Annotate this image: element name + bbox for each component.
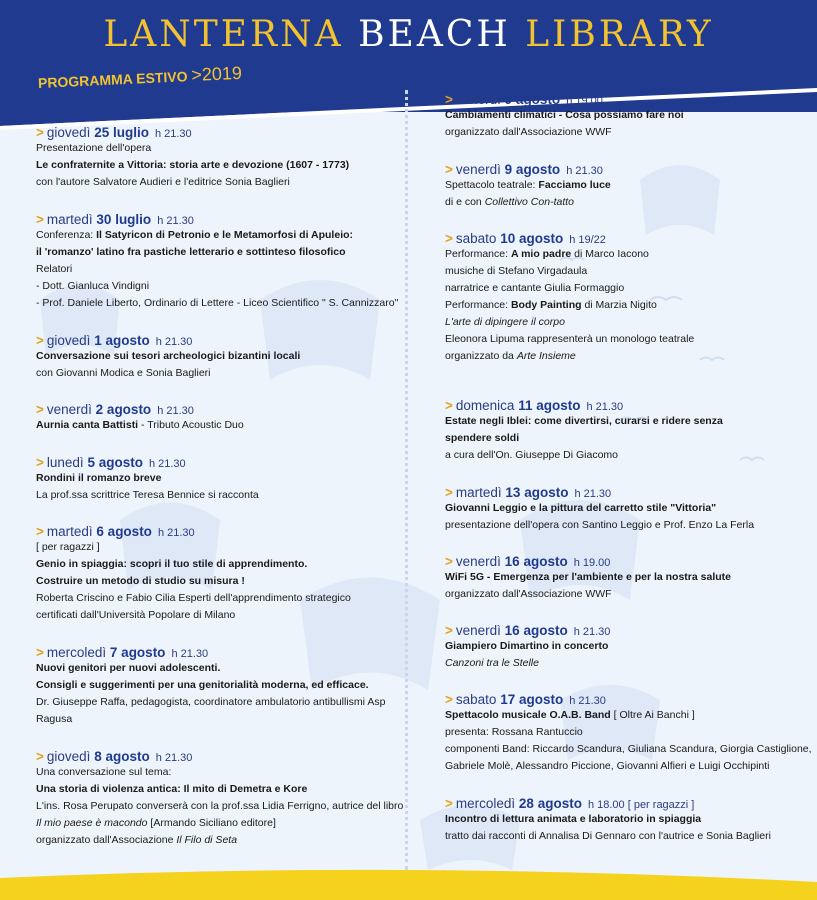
event-detail-line <box>36 140 416 157</box>
event-time: h 19.00 <box>573 557 611 569</box>
event-detail-line <box>445 828 817 845</box>
event-time: h 21.30 <box>157 527 195 539</box>
event-time: h 21.30 <box>155 752 193 764</box>
event-text: Performance: <box>445 248 511 260</box>
event-time: h 21.30 <box>148 458 186 470</box>
event-detail-line <box>36 174 416 191</box>
event-date-line <box>36 524 416 539</box>
event-date-line <box>36 645 416 660</box>
event-text: presenta: Rossana Rantuccio <box>445 726 583 738</box>
event-entry <box>445 692 817 775</box>
title-word-beach: BEACH <box>358 14 511 55</box>
event-text: Cambiamenti climatici - Cosa possiamo fare noi <box>445 109 684 121</box>
title-word-lanterna: LANTERNA <box>103 14 344 55</box>
event-text: Conversazione sui tesori archeologici bizantini locali <box>36 350 301 362</box>
event-entry <box>445 554 817 603</box>
arrow-marker: > <box>36 333 44 348</box>
subtitle-year: >2019 <box>190 62 243 86</box>
event-text: Gabriele Molè, Alessandro Piccione, Giovanni Alfieri e Luigi Occhipinti <box>445 760 770 772</box>
event-time: h 21.30 <box>573 626 611 638</box>
event-date-line <box>445 92 817 107</box>
event-date: 17 agosto <box>500 692 564 707</box>
event-date: 10 agosto <box>500 231 564 246</box>
event-text: Collettivo Con-tatto <box>484 196 574 208</box>
event-text: Arte Insieme <box>516 350 576 362</box>
event-entry <box>36 402 416 434</box>
event-date: 30 luglio <box>96 212 152 227</box>
event-weekday: martedì <box>46 524 97 539</box>
event-entry <box>445 92 817 141</box>
event-weekday: martedì <box>455 485 506 500</box>
event-detail-line <box>36 694 416 711</box>
event-text: a cura dell'On. Giuseppe Di Giacomo <box>445 449 619 461</box>
event-text: Eleonora Lipuma rappresenterà un monologo teatrale <box>445 333 695 345</box>
event-detail-line <box>445 707 817 724</box>
event-text: Giovanni Leggio e la pittura del carretto stile "Vittoria" <box>445 502 717 514</box>
event-date: 1 agosto <box>94 333 150 348</box>
event-text: Performance: <box>445 299 511 311</box>
event-text: Giampiero Dimartino in concerto <box>445 640 609 652</box>
event-detail-line <box>36 348 416 365</box>
event-date-line <box>445 485 817 500</box>
event-text: Canzoni tra le Stelle <box>445 657 539 669</box>
event-text: organizzato dall'Associazione <box>36 834 177 846</box>
arrow-marker: > <box>445 623 453 638</box>
event-date: 25 luglio <box>94 125 149 140</box>
event-text: Facciamo luce <box>538 179 611 191</box>
event-detail-line <box>445 348 817 365</box>
event-time: h 21.30 <box>586 401 624 413</box>
event-weekday: giovedì <box>46 125 95 140</box>
event-detail-line <box>36 556 416 573</box>
event-text: Una conversazione sul tema: <box>36 766 172 778</box>
event-text: [ per ragazzi ] <box>36 541 100 553</box>
event-date-line <box>445 623 817 638</box>
event-date-line <box>36 333 416 348</box>
event-detail-line <box>36 295 416 312</box>
event-entry <box>36 455 416 504</box>
event-entry <box>36 645 416 728</box>
event-detail-line <box>445 741 817 758</box>
event-detail-line <box>445 430 817 447</box>
event-date: 6 agosto <box>96 524 152 539</box>
event-time: h 19/22 <box>569 234 606 246</box>
event-entry <box>445 162 817 211</box>
event-text: Nuovi genitori per nuovi adolescenti. <box>36 662 221 674</box>
arrow-marker: > <box>445 485 453 500</box>
event-weekday: venerdì <box>455 623 505 638</box>
event-date: 9 agosto <box>504 162 561 177</box>
event-date-line <box>445 162 817 177</box>
event-text: componenti Band: Riccardo Scandura, Giuliana Scandura, Giorgia Castiglione, <box>445 743 812 755</box>
event-detail-line <box>36 278 416 295</box>
arrow-marker: > <box>36 645 44 660</box>
event-entry <box>445 485 817 534</box>
event-detail-line <box>445 246 817 263</box>
event-time: h 21.30 <box>569 695 606 707</box>
event-detail-line <box>36 590 416 607</box>
event-detail-line <box>445 569 817 586</box>
event-detail-line <box>445 280 817 297</box>
event-date-line <box>36 212 416 227</box>
event-detail-line <box>36 832 416 849</box>
event-text: organizzato dall'Associazione WWF <box>445 126 612 138</box>
event-date-line <box>36 455 416 470</box>
event-text: Conferenza: <box>36 229 97 241</box>
event-text: certificati dall'Università Popolare di Milano <box>36 609 236 621</box>
event-text: presentazione dell'opera con Santino Leggio e Prof. Enzo La Ferla <box>445 519 755 531</box>
event-text: WiFi 5G - Emergenza per l'ambiente e per la nostra salute <box>445 571 731 583</box>
event-text: Una storia di violenza antica: Il mito di Demetra e Kore <box>36 783 308 795</box>
event-weekday: venerdì <box>46 402 96 417</box>
event-entry <box>36 749 416 849</box>
event-text: Estate negli Iblei: come divertirsi, curarsi e ridere senza <box>445 415 723 427</box>
arrow-marker: > <box>445 692 453 707</box>
event-text: Il Filo di Seta <box>176 834 238 846</box>
event-text: Incontro di lettura animata e laboratorio in spiaggia <box>445 813 702 825</box>
arrow-marker: > <box>445 162 453 177</box>
event-text: Relatori <box>36 263 73 275</box>
arrow-marker: > <box>36 212 44 227</box>
event-date-line <box>36 749 416 764</box>
event-detail-line <box>445 263 817 280</box>
event-time: h 21.30 <box>154 128 192 140</box>
event-date: 28 agosto <box>518 796 582 811</box>
event-date-line <box>445 398 817 413</box>
arrow-marker: > <box>445 231 453 246</box>
arrow-marker: > <box>445 92 453 107</box>
event-detail-line <box>36 539 416 556</box>
event-detail-line <box>36 764 416 781</box>
event-detail-line <box>445 517 817 534</box>
event-text: Spettacolo musicale O.A.B. Band <box>445 709 611 721</box>
event-text: A mio padre <box>510 248 572 260</box>
event-date-line <box>445 692 817 707</box>
event-detail-line <box>445 447 817 464</box>
event-date: 13 agosto <box>505 485 569 500</box>
event-time: h 21.30 <box>566 165 603 177</box>
event-text: Il mio paese è macondo <box>36 817 148 829</box>
event-entry <box>445 231 817 365</box>
event-detail-line <box>445 124 817 141</box>
event-date: 5 agosto <box>87 455 143 470</box>
event-text: di Marco Iacono <box>571 248 649 260</box>
event-detail-line <box>36 798 416 815</box>
arrow-marker: > <box>36 125 44 140</box>
event-text: Roberta Criscino e Fabio Cilia Esperti dell'apprendimento strategico <box>36 592 351 604</box>
event-text: [ Oltre Ai Banchi ] <box>610 709 695 721</box>
event-text: Consigli e suggerimenti per una genitorialità moderna, ed efficace. <box>36 679 369 691</box>
event-time: h 21.30 <box>171 648 209 660</box>
event-weekday: mercoledì <box>46 645 110 660</box>
event-text: organizzato da <box>445 350 517 362</box>
event-detail-line <box>36 607 416 624</box>
event-detail-line <box>36 157 416 174</box>
event-detail-line <box>445 638 817 655</box>
event-entry <box>36 333 416 382</box>
event-text: - Prof. Daniele Liberto, Ordinario di Lettere - Liceo Scientifico " S. Cannizzaro" <box>36 297 399 309</box>
event-date: 9 agosto <box>504 92 561 107</box>
event-text: tratto dai racconti di Annalisa Di Gennaro con l'autrice e Sonia Baglieri <box>445 830 771 842</box>
event-text: Le confraternite a Vittoria: storia arte e devozione (1607 - 1773) <box>36 159 350 171</box>
event-detail-line <box>36 781 416 798</box>
event-time: h 21.30 <box>157 215 194 227</box>
arrow-marker: > <box>36 749 44 764</box>
event-date: 2 agosto <box>95 402 152 417</box>
event-text: Aurnia canta Battisti <box>36 419 139 431</box>
arrow-marker: > <box>445 398 453 413</box>
event-detail-line <box>445 500 817 517</box>
event-weekday: giovedì <box>46 749 95 764</box>
event-text: [Armando Siciliano editore] <box>147 817 276 829</box>
event-entry <box>445 796 817 845</box>
event-detail-line <box>36 244 416 261</box>
event-text: L'arte di dipingere il corpo <box>445 316 565 328</box>
event-weekday: venerdì <box>455 162 505 177</box>
event-text: Il Satyricon di Petronio e le Metamorfosi di Apuleio: <box>96 229 354 241</box>
event-text: Genio in spiaggia: scopri il tuo stile di apprendimento. <box>36 558 308 570</box>
subtitle-text: PROGRAMMA ESTIVO <box>37 68 188 91</box>
event-date: 7 agosto <box>109 645 166 660</box>
event-date-line <box>445 231 817 246</box>
event-text: Body Painting <box>510 299 582 311</box>
event-text: - Tributo Acoustic Duo <box>138 419 244 431</box>
event-text: La prof.ssa scrittrice Teresa Bennice si racconta <box>36 489 259 501</box>
event-detail-line <box>445 811 817 828</box>
event-detail-line <box>445 194 817 211</box>
event-entry <box>36 125 416 191</box>
event-entry <box>445 398 817 464</box>
event-entry <box>36 212 416 312</box>
event-detail-line <box>445 724 817 741</box>
event-detail-line <box>36 660 416 677</box>
event-text: organizzato dall'Associazione WWF <box>445 588 612 600</box>
event-text: Costruire un metodo di studio su misura ! <box>36 575 245 587</box>
event-date-line <box>36 402 416 417</box>
event-weekday: mercoledì <box>455 796 519 811</box>
event-time: h 19.00 <box>566 95 603 107</box>
event-entry <box>445 623 817 672</box>
event-date: 8 agosto <box>94 749 150 764</box>
event-detail-line <box>445 758 817 775</box>
event-date: 11 agosto <box>518 398 581 413</box>
page-title <box>0 14 817 55</box>
event-text: L'ins. Rosa Perupato converserà con la prof.ssa Lidia Ferrigno, autrice del libro <box>36 800 404 812</box>
event-weekday: venerdì <box>455 554 505 569</box>
event-text: Ragusa <box>36 713 73 725</box>
arrow-marker: > <box>445 796 453 811</box>
event-detail-line <box>445 586 817 603</box>
event-date: 16 agosto <box>504 554 568 569</box>
event-date: 16 agosto <box>504 623 568 638</box>
event-detail-line <box>36 261 416 278</box>
event-text: musiche di Stefano Virgadaula <box>445 265 588 277</box>
event-weekday: sabato <box>455 231 501 246</box>
event-text: con Giovanni Modica e Sonia Baglieri <box>36 367 211 379</box>
event-detail-line <box>36 487 416 504</box>
event-date-line <box>36 125 416 140</box>
arrow-marker: > <box>445 554 453 569</box>
event-text: Presentazione dell'opera <box>36 142 152 154</box>
event-text: - Dott. Gianluca Vindigni <box>36 280 150 292</box>
event-date-line <box>445 796 817 811</box>
event-weekday: giovedì <box>46 333 95 348</box>
event-detail-line <box>36 711 416 728</box>
event-time: h 21.30 <box>574 488 612 500</box>
arrow-marker: > <box>36 402 44 417</box>
event-detail-line <box>36 677 416 694</box>
event-date-line <box>445 554 817 569</box>
event-text: di Marzia Nigito <box>581 299 657 311</box>
event-text: di e con <box>445 196 485 208</box>
event-detail-line <box>36 815 416 832</box>
event-detail-line <box>445 413 817 430</box>
event-detail-line <box>445 297 817 314</box>
event-text: Rondini il romanzo breve <box>36 472 162 484</box>
event-weekday: martedì <box>46 212 97 227</box>
event-weekday: sabato <box>455 692 501 707</box>
event-time: h 21.30 <box>155 336 193 348</box>
event-detail-line <box>36 573 416 590</box>
footer-band <box>0 860 817 900</box>
event-detail-line <box>445 331 817 348</box>
event-detail-line <box>36 417 416 434</box>
event-weekday: lunedì <box>46 455 88 470</box>
event-detail-line <box>445 655 817 672</box>
title-word-library: LIBRARY <box>525 14 714 55</box>
event-detail-line <box>36 365 416 382</box>
event-text: narratrice e cantante Giulia Formaggio <box>445 282 625 294</box>
event-time: h 18.00 [ per ragazzi ] <box>587 799 695 811</box>
event-text: Dr. Giuseppe Raffa, pedagogista, coordinatore ambulatorio antibullismi Asp <box>36 696 386 708</box>
event-weekday: venerdì <box>455 92 505 107</box>
event-text: Spettacolo teatrale: <box>445 179 539 191</box>
arrow-marker: > <box>36 524 44 539</box>
event-weekday: domenica <box>455 398 519 413</box>
event-detail-line <box>445 177 817 194</box>
event-text: spendere soldi <box>445 432 520 444</box>
event-text: con l'autore Salvatore Audieri e l'editrice Sonia Baglieri <box>36 176 290 188</box>
event-detail-line <box>445 107 817 124</box>
event-detail-line <box>445 314 817 331</box>
event-detail-line <box>36 470 416 487</box>
event-time: h 21.30 <box>157 405 194 417</box>
event-detail-line <box>36 227 416 244</box>
event-text: il 'romanzo' latino fra pastiche letterario e sottinteso filosofico <box>36 246 346 258</box>
arrow-marker: > <box>36 455 44 470</box>
event-entry <box>36 524 416 624</box>
